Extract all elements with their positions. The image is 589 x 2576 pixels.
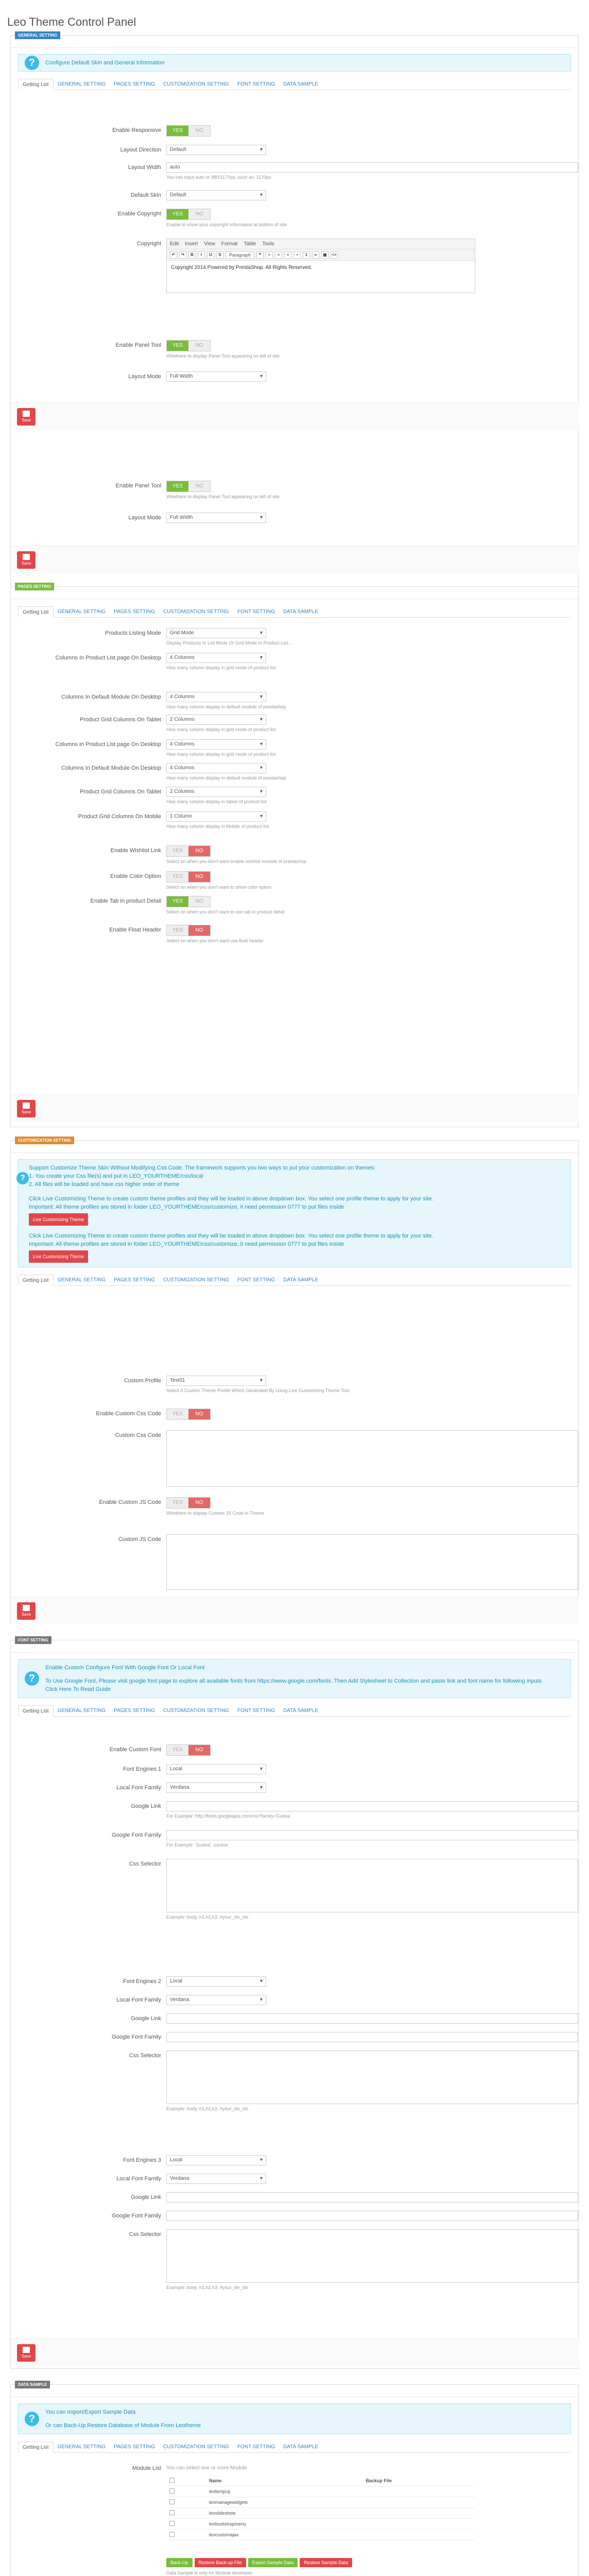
setting-select[interactable]: 2 Columns ▾ xyxy=(166,787,266,797)
list-icon[interactable]: • xyxy=(293,251,301,259)
tab-pages[interactable]: PAGES SETTING xyxy=(114,81,155,87)
tab-bar xyxy=(18,79,571,90)
image-icon[interactable]: ▣ xyxy=(321,251,328,259)
custom-js-textarea[interactable] xyxy=(166,1534,578,1590)
tab-font[interactable]: FONT SETTING xyxy=(237,81,275,87)
page-title: Leo Theme Control Panel xyxy=(7,15,136,28)
panel-badge: DATA SAMPLE xyxy=(15,2381,50,2388)
align-center-icon[interactable]: ≡ xyxy=(275,251,282,259)
help-text: How many column display in Mobile of product list xyxy=(166,824,269,829)
tab-data-sample[interactable]: DATA SAMPLE xyxy=(283,1708,319,1714)
field-label: Css Selector xyxy=(129,1861,161,1867)
tab-general[interactable]: GENERAL SETTING xyxy=(57,2444,106,2450)
css-selector-textarea[interactable] xyxy=(166,1859,578,1912)
field-label: Google Font Family xyxy=(112,2034,161,2040)
custom-profile-select[interactable]: Test01 ▾ xyxy=(166,1376,266,1386)
help-text: How many column display in tablet of product list xyxy=(166,799,267,804)
tab-getting-list[interactable]: Getting List xyxy=(18,1275,54,1286)
save-icon xyxy=(23,411,30,417)
setting-select[interactable]: 4 Columns ▾ xyxy=(166,692,266,702)
panel-badge: PAGES SETTING xyxy=(15,583,54,590)
panel-footer xyxy=(11,2338,579,2366)
field-label: Layout Mode xyxy=(128,515,161,521)
menu-format[interactable]: Format xyxy=(221,241,238,247)
field-label: Layout Width xyxy=(128,164,161,171)
menu-edit[interactable]: Edit xyxy=(170,241,179,247)
underline-icon[interactable]: U xyxy=(207,251,214,259)
custom-css-textarea[interactable] xyxy=(166,1430,578,1487)
field-label: Google Font Family xyxy=(112,2213,161,2219)
setting-toggle[interactable]: YES NO xyxy=(166,845,211,857)
field-label: Font Engines 2 xyxy=(123,1978,161,1985)
save-icon xyxy=(23,1103,30,1109)
question-icon: ? xyxy=(25,1671,39,1686)
google-family-input[interactable] xyxy=(166,2211,578,2221)
help-text: Data Sample is only for Module developer xyxy=(166,2570,253,2575)
module-name: leocustomajax xyxy=(206,2530,362,2540)
default-skin-select[interactable]: Default ▾ xyxy=(166,190,266,200)
menu-table[interactable]: Table xyxy=(244,241,256,247)
export-sample-button[interactable]: Export Sample Data xyxy=(248,2558,298,2567)
field-label: Custom JS Code xyxy=(118,1536,161,1543)
save-icon xyxy=(23,2347,30,2353)
field-label: Product Grid Columns On Mobile xyxy=(78,814,161,820)
backup-file-cell xyxy=(362,2530,475,2540)
tab-pages[interactable]: PAGES SETTING xyxy=(114,609,155,615)
field-label: Enable Responsive xyxy=(112,127,161,133)
restore-sample-button[interactable]: Restore Sample Data xyxy=(300,2558,352,2567)
save-button[interactable]: Save xyxy=(17,1100,36,1117)
field-label: Columns In Default Module On Desktop xyxy=(61,694,161,700)
help-text: How many column display in default module of prestashop xyxy=(166,775,286,781)
field-label: Enable Panel Tool xyxy=(115,342,161,348)
editor-menubar xyxy=(167,239,475,249)
responsive-toggle[interactable]: YES NO xyxy=(166,125,211,137)
backup-button[interactable]: Back-Up xyxy=(166,2558,193,2567)
link-icon[interactable]: ∞ xyxy=(312,251,319,259)
backup-file-cell xyxy=(362,2497,475,2508)
font-engine-select[interactable]: Local ▾ xyxy=(166,2155,266,2165)
module-checkbox[interactable] xyxy=(169,2521,175,2526)
help-text: Whethere to display Custom JS Code in Theme xyxy=(166,1511,264,1516)
tab-data-sample[interactable]: DATA SAMPLE xyxy=(283,609,319,615)
field-label: Enable Custom Css Code xyxy=(96,1411,161,1417)
live-customizing-button[interactable]: Live Customizing Theme xyxy=(29,1213,88,1226)
help-text: How many column display in grid mode of product list xyxy=(166,665,276,670)
tab-pages[interactable]: PAGES SETTING xyxy=(114,1277,155,1283)
field-label: Enable Color Option xyxy=(110,873,161,879)
field-label: Font Engines 3 xyxy=(123,2157,161,2163)
font-engine-select[interactable]: Local ▾ xyxy=(166,1976,266,1987)
bold-icon[interactable]: B xyxy=(188,251,196,259)
tab-font[interactable]: FONT SETTING xyxy=(237,1277,275,1283)
question-icon: ? xyxy=(25,2412,39,2426)
panel-footer xyxy=(11,402,579,430)
field-label: Columns In Default Module On Desktop xyxy=(61,765,161,771)
help-text: Select A Custom Theme Profile Which Generated By Using Live Customizing Theme Tool xyxy=(166,1388,350,1393)
align-right-icon[interactable]: ≡ xyxy=(284,251,291,259)
module-table xyxy=(166,2476,475,2540)
google-family-input[interactable] xyxy=(166,2032,578,2042)
copyright-editor[interactable] xyxy=(166,239,475,293)
quote-icon[interactable]: ❝ xyxy=(256,251,264,259)
tab-getting-list[interactable]: Getting List xyxy=(18,606,54,618)
save-icon xyxy=(23,554,30,560)
field-label: Css Selector xyxy=(129,2053,161,2059)
panel-footer xyxy=(11,1094,579,1122)
backup-file-cell xyxy=(362,2486,475,2497)
module-name: leomanagewidgets xyxy=(206,2497,362,2508)
tab-data-sample[interactable]: DATA SAMPLE xyxy=(283,1277,319,1283)
save-icon xyxy=(23,1605,30,1611)
font-engine-select[interactable]: Local ▾ xyxy=(166,1764,266,1774)
module-checkbox[interactable] xyxy=(169,2499,175,2504)
field-label: Custom Css Code xyxy=(115,1432,161,1438)
numlist-icon[interactable]: 1 xyxy=(303,251,310,259)
font-panel xyxy=(10,1640,579,2369)
field-label: Columns In Product List page On Desktop xyxy=(55,655,161,661)
css-selector-textarea[interactable] xyxy=(166,2229,578,2283)
local-font-select[interactable]: Verdana ▾ xyxy=(166,2174,266,2184)
table-row xyxy=(166,2530,475,2540)
save-button[interactable]: Save xyxy=(17,1602,36,1620)
field-label: Layout Mode xyxy=(128,374,161,380)
table-row xyxy=(166,2508,475,2519)
layout-mode-select[interactable]: Full Width ▾ xyxy=(166,371,266,382)
help-text: You can input auto or 980/1170px, such as: 1170px xyxy=(166,175,271,180)
google-link-input[interactable] xyxy=(166,1801,578,1811)
tab-font[interactable]: FONT SETTING xyxy=(237,609,275,615)
table-row xyxy=(166,2486,475,2497)
menu-insert[interactable]: Insert xyxy=(185,241,198,247)
field-label: Enable Custom Font xyxy=(109,1747,161,1753)
google-link-input[interactable] xyxy=(166,2192,578,2202)
module-name: leoslideshow xyxy=(206,2508,362,2519)
field-label: Google Link xyxy=(131,2015,161,2022)
tab-getting-list[interactable]: Getting List xyxy=(18,1705,54,1717)
field-label: Css Selector xyxy=(129,2231,161,2238)
field-label: Google Font Family xyxy=(112,1832,161,1838)
field-label: Google Link xyxy=(131,1803,161,1809)
tab-customization[interactable]: CUSTOMIZATION SETTING xyxy=(163,1277,229,1283)
field-label: Module List xyxy=(132,2465,161,2471)
css-selector-textarea[interactable] xyxy=(166,2050,578,2104)
field-label: Columns In Product List page On Desktop xyxy=(55,741,161,748)
custom-js-toggle[interactable]: YES NO xyxy=(166,1497,211,1509)
align-left-icon[interactable]: ≡ xyxy=(266,251,273,259)
custom-font-toggle[interactable]: YES NO xyxy=(166,1744,211,1756)
table-row xyxy=(166,2519,475,2530)
tab-data-sample[interactable]: DATA SAMPLE xyxy=(283,81,319,87)
tab-bar xyxy=(18,1275,571,1286)
table-row xyxy=(166,2497,475,2508)
module-checkbox[interactable] xyxy=(169,2488,175,2494)
tab-customization[interactable]: CUSTOMIZATION SETTING xyxy=(163,1708,229,1714)
module-name: leotempcp xyxy=(206,2486,362,2497)
tab-bar xyxy=(18,1705,571,1717)
question-icon: ? xyxy=(25,56,39,70)
layout-mode-select[interactable]: Full Width ▾ xyxy=(166,513,266,523)
field-label: Enable Tab in product Detail xyxy=(90,898,161,904)
help-text: For Example: http://fonts.googleapis.com/css?family=Gudea xyxy=(166,1814,290,1819)
google-family-input[interactable] xyxy=(166,1830,578,1840)
data-sample-panel xyxy=(10,2384,579,2576)
help-text: Example: body, h1,h2,h3, #your_div_ids xyxy=(166,2106,249,2111)
restore-backup-button[interactable]: Restore Back-up File xyxy=(195,2558,246,2567)
undo-icon[interactable]: ↶ xyxy=(170,251,177,259)
read-guide-link[interactable]: Click Here To Read Guide xyxy=(45,1686,111,1692)
local-font-select[interactable]: Verdana ▾ xyxy=(166,1783,266,1793)
field-label: Products Listing Mode xyxy=(105,630,161,636)
backup-file-cell xyxy=(362,2508,475,2519)
tab-general[interactable]: GENERAL SETTING xyxy=(57,1708,106,1714)
code-icon[interactable]: <> xyxy=(331,251,338,259)
save-button[interactable]: Save xyxy=(17,408,36,426)
setting-select[interactable]: 1 Column ▾ xyxy=(166,811,266,822)
info-alert: ? Support Customize Theme Skin Without Modifying Css Code. The framework supports you two ways to put your customization on themes: 1. You create your Css file(s) and put in LEO_YOURTHEME/css/local 2. All files will be loaded and have css higher order of theme Click Live Customizing Theme to create custom theme profiles and they will be loaded in above dropdown box. You select one profile theme to apply for your site. Important: All theme profiles are stored in folder LEO_YOURTHEME/css/customize, it need permission 0777 to put files inside Live Customizing Theme Click Live Customizing Theme to create custom theme profiles and they will be loaded in above dropdown box. You select one profile theme to apply for your site. Important: All theme profiles are stored in folder LEO_YOURTHEME/css/customize, it need permission 0777 to put files inside Live Customizing Theme xyxy=(18,1159,571,1267)
redo-icon[interactable]: ↷ xyxy=(179,251,186,259)
tab-customization[interactable]: CUSTOMIZATION SETTING xyxy=(163,609,229,615)
tab-pages[interactable]: PAGES SETTING xyxy=(114,2444,155,2450)
info-alert: ? Configure Default Skin and General Information xyxy=(18,54,571,72)
field-label: Default Skin xyxy=(130,192,161,198)
help-text: Select on when you don't want enable wishlist module of prestashop xyxy=(166,859,306,864)
editor-body[interactable]: Copyright 2014 Powered by PrestaShop. All Rights Reserved. xyxy=(171,265,313,270)
italic-icon[interactable]: I xyxy=(198,251,205,259)
menu-tools[interactable]: Tools xyxy=(262,241,274,247)
field-label: Local Font Family xyxy=(116,1785,161,1791)
tab-general[interactable]: GENERAL SETTING xyxy=(57,1277,106,1283)
question-icon: ? xyxy=(16,1172,29,1184)
backup-file-cell xyxy=(362,2519,475,2530)
field-label: Font Engines 1 xyxy=(123,1766,161,1772)
help-text: Select on when you don't want to use tab in product detail xyxy=(166,909,285,914)
field-label: Enable Float Header xyxy=(109,927,161,933)
layout-width-input[interactable]: auto xyxy=(166,162,578,173)
setting-toggle[interactable]: YES NO xyxy=(166,896,211,907)
setting-select[interactable]: 2 Columns ▾ xyxy=(166,715,266,725)
field-label: Copyright xyxy=(136,241,161,247)
help-text: Select on when you don't want to show color option xyxy=(166,885,272,890)
setting-select[interactable]: 4 Columns ▾ xyxy=(166,739,266,750)
col-backup: Backup File xyxy=(362,2476,475,2486)
custom-css-toggle[interactable]: YES NO xyxy=(166,1409,211,1420)
panel-footer xyxy=(11,1597,579,1624)
tab-customization[interactable]: CUSTOMIZATION SETTING xyxy=(163,81,229,87)
setting-toggle[interactable]: YES NO xyxy=(166,871,211,883)
live-customizing-button[interactable]: Live Customizing Theme xyxy=(29,1250,88,1263)
help-text: How many column display in default module of prestashop xyxy=(166,704,286,709)
setting-select[interactable]: Grid Mode ▾ xyxy=(166,628,266,638)
save-button[interactable]: Save xyxy=(17,2344,36,2362)
panel-badge: CUSTOMIZATION SETTING xyxy=(15,1137,74,1144)
field-label: Enable Custom JS Code xyxy=(99,1499,161,1505)
module-checkbox[interactable] xyxy=(169,2510,175,2515)
local-font-select[interactable]: Verdana ▾ xyxy=(166,1995,266,2005)
action-buttons xyxy=(166,2558,352,2567)
google-link-input[interactable] xyxy=(166,2013,578,2024)
panel-footer xyxy=(11,546,579,573)
help-text: Whethere to display Panel Tool appearing on left of site xyxy=(166,353,280,359)
panel-tool-toggle[interactable]: YES NO xyxy=(166,481,211,492)
field-label: Enable Copyright xyxy=(117,211,161,217)
module-name: leobootstrapmenu xyxy=(206,2519,362,2530)
tab-general[interactable]: GENERAL SETTING xyxy=(57,609,106,615)
setting-select[interactable]: 4 Columns ▾ xyxy=(166,653,266,663)
field-label: Google Link xyxy=(131,2194,161,2200)
tab-general[interactable]: GENERAL SETTING xyxy=(57,81,106,87)
help-text: Enable to show your copyright information at bottom of site xyxy=(166,222,287,227)
help-text: Whethere to display Panel Tool appearing on left of site xyxy=(166,494,280,499)
tab-font[interactable]: FONT SETTING xyxy=(237,2444,275,2450)
panel-tool-toggle[interactable]: YES NO xyxy=(166,340,211,351)
general-panel xyxy=(10,35,579,602)
field-label: Product Grid Columns On Tablet xyxy=(79,789,161,795)
strike-icon[interactable]: S xyxy=(216,251,223,259)
copyright-toggle[interactable]: YES NO xyxy=(166,209,211,220)
help-text: Example: body, h1,h2,h3, #your_div_ids xyxy=(166,2285,249,2290)
help-text: For Example: 'Gudea', cursive xyxy=(166,1842,228,1848)
info-alert: ? You can Import/Export Sample Data Or can Back-Up Restore Database of Module From Leotheme xyxy=(18,2403,571,2434)
tab-getting-list[interactable]: Getting List xyxy=(18,79,54,90)
layout-direction-select[interactable]: Default ▾ xyxy=(166,145,266,155)
setting-select[interactable]: 4 Columns ▾ xyxy=(166,763,266,773)
tab-data-sample[interactable]: DATA SAMPLE xyxy=(283,2444,319,2450)
help-text: You can select one or more Module xyxy=(166,2465,247,2471)
field-label: Layout Direction xyxy=(120,147,161,153)
menu-view[interactable]: View xyxy=(204,241,215,247)
help-text: Select on when you don't want use float header xyxy=(166,938,264,943)
help-text: How many column display in grid mode of product list xyxy=(166,727,276,732)
field-label: Product Grid Columns On Tablet xyxy=(79,717,161,723)
tab-pages[interactable]: PAGES SETTING xyxy=(114,1708,155,1714)
editor-toolbar xyxy=(167,249,475,261)
select-all-checkbox[interactable] xyxy=(169,2478,175,2483)
info-alert: ? Enable Custom Configure Font With Google Font Or Local Font To Use Google Font, Please visit google font page to explore all available fonts from https://www.google.com/fonts. Then Add Stylesheet to Collection and paste link and font name for following inputs Click Here To Read Guide xyxy=(18,1659,571,1698)
tab-customization[interactable]: CUSTOMIZATION SETTING xyxy=(163,2444,229,2450)
paragraph-select[interactable]: Paragraph xyxy=(226,251,254,259)
pages-panel xyxy=(10,586,579,1127)
field-label: Local Font Family xyxy=(116,1997,161,2003)
save-button[interactable]: Save xyxy=(17,551,36,569)
tab-font[interactable]: FONT SETTING xyxy=(237,1708,275,1714)
setting-toggle[interactable]: YES NO xyxy=(166,925,211,936)
field-label: Enable Wishlist Link xyxy=(110,848,161,854)
help-text: How many column display in grid mode of product list xyxy=(166,752,276,757)
col-name: Name xyxy=(206,2476,362,2486)
field-label: Local Font Family xyxy=(116,2176,161,2182)
panel-badge: FONT SETTING xyxy=(15,1636,51,1644)
panel-badge: GENERAL SETTING xyxy=(15,31,60,39)
help-text: Example: body, h1,h2,h3, #your_div_ids xyxy=(166,1914,249,1920)
tab-getting-list[interactable]: Getting List xyxy=(18,2442,54,2453)
customization-panel xyxy=(10,1140,579,1624)
help-text: Display Products In List Mode Or Grid Mode In Product List... xyxy=(166,640,292,646)
tab-bar xyxy=(18,606,571,618)
field-label: Enable Panel Tool xyxy=(115,483,161,489)
tab-bar xyxy=(18,2442,571,2453)
field-label: Custom Profile xyxy=(124,1378,161,1384)
module-checkbox[interactable] xyxy=(169,2532,175,2537)
